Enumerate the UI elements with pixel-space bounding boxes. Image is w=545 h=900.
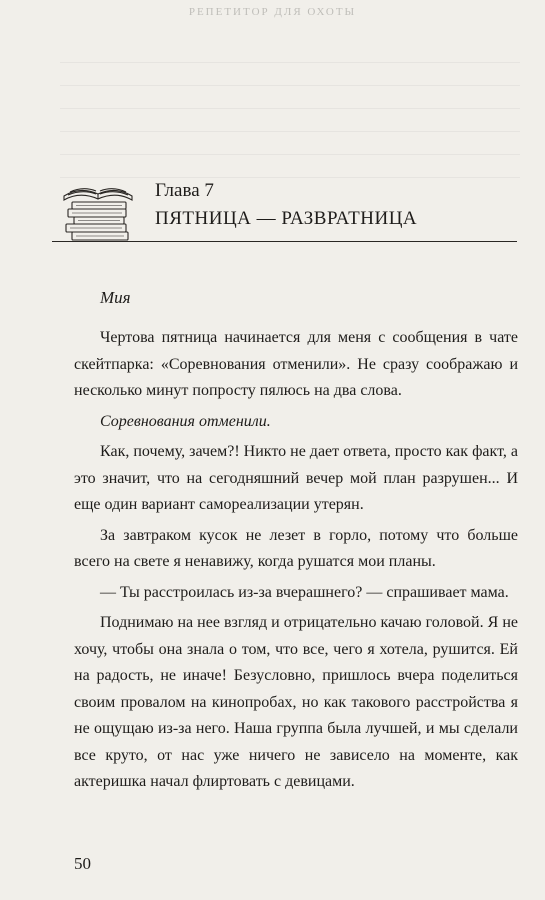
chapter-label: Глава 7 [155, 180, 214, 201]
chapter-title: ПЯТНИЦА — РАЗВРАТНИЦА [155, 208, 418, 229]
paragraph: Соревнования отменили. [100, 412, 271, 430]
paragraph: Как, почему, зачем?! Никто не дает ответа, просто как факт, а это значит, что на сегодняшний вечер мой план разрушен... И еще один вариант самореализации утерян. [74, 443, 518, 513]
running-head: РЕПЕТИТОР ДЛЯ ОХОТЫ [188, 6, 357, 18]
page-number: 50 [74, 854, 91, 873]
chapter-divider [52, 241, 517, 242]
paragraph: Чертова пятница начинается для меня с сообщения в чате скейтпарка: «Соревнования отменили». Не сразу соображаю и несколько минут попросту пялюсь на два слова. [74, 329, 518, 399]
chapter-body [74, 325, 518, 800]
book-stack-icon [52, 178, 144, 246]
paragraph: За завтраком кусок не лезет в горло, потому что больше всего на свете я ненавижу, когда рушатся мои планы. [74, 526, 518, 570]
paragraph: Поднимаю на нее взгляд и отрицательно качаю головой. Я не хочу, чтобы она знала о том, что все, чего я хотела, рушится. Ей на радость, не иначе! Безусловно, пришлось вчера поделиться своим провалом на кинопробах, но как такового расстройства я не ощущаю из-за него. Наша группа была лучшей, и мы сделали все круто, от нас уже ничего не зависело на моменте, как актеришка начал флиртовать с девицами. [74, 614, 518, 790]
narrator-name: Мия [100, 288, 131, 307]
paragraph: — Ты расстроилась из-за вчерашнего? — спрашивает мама. [100, 583, 509, 601]
